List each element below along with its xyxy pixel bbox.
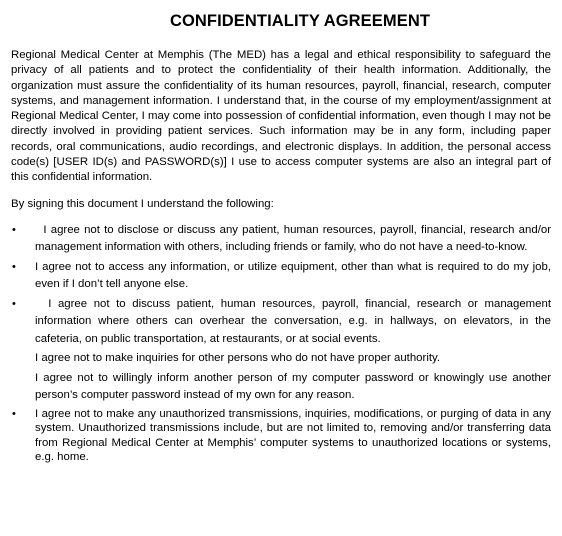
document-title: CONFIDENTIALITY AGREEMENT bbox=[169, 12, 431, 30]
list-item bbox=[11, 370, 551, 405]
lead-sentence: By signing this document I understand the following: bbox=[11, 197, 274, 210]
bullet-icon: • bbox=[12, 297, 16, 310]
list-item-text: I agree not to make inquiries for other persons who do not have proper authority. bbox=[35, 352, 441, 365]
list-item-text: I agree not to disclose or discuss any patient, human resources, payroll, financial, research and/or management information with others, including friends or family, who do not have a need-to-know. bbox=[35, 223, 555, 254]
list-item-text: I agree not to discuss patient, human resources, payroll, financial, research or management information where others can overhear the conversation, e.g. in hallways, on elevators, in the cafeteria, on public transportation, at restaurants, or at social events. bbox=[35, 297, 555, 345]
bullet-icon: • bbox=[12, 260, 16, 273]
agreement-list bbox=[11, 222, 555, 465]
list-item bbox=[11, 222, 555, 257]
list-item-text: I agree not to willingly inform another person of my computer password or knowingly use another person’s computer password instead of my own for any reason. bbox=[35, 371, 551, 402]
list-item-text: I agree not to make any unauthorized transmissions, inquiries, modifications, or purging of data in any system. Unauthorized transmissions include, but are not limited to, removing and/or transferring data from Regional Medical Center at Memphis’ computer systems to unauthorized locations or systems, e.g. home. bbox=[35, 407, 551, 464]
list-item bbox=[11, 259, 551, 294]
list-item bbox=[11, 296, 555, 349]
list-item bbox=[11, 350, 551, 368]
list-item-text: I agree not to access any information, or utilize equipment, other than what is required to do my job, even if I don’t tell anyone else. bbox=[35, 260, 551, 291]
intro-paragraph: Regional Medical Center at Memphis (The MED) has a legal and ethical responsibility to safeguard the privacy of all patients and to protect the confidentiality of their health information. Additionally, the organization must assure the confidentiality of its human resources, payroll, financial, research, computer systems, and management information. I understand that, in the course of my employment/assignment at Regional Medical Center, I may come into possession of confidential information, even though I may not be directly involved in providing patient services. Such information may be in any form, including paper records, oral communications, audio recordings, and electronic displays. In addition, the personal access code(s) [USER ID(s) and PASSWORD(s)] I use to access computer systems are also an integral part of this confidential information. bbox=[11, 49, 551, 184]
bullet-icon: • bbox=[12, 223, 16, 236]
bullet-icon: • bbox=[12, 407, 16, 420]
list-item bbox=[11, 407, 551, 465]
